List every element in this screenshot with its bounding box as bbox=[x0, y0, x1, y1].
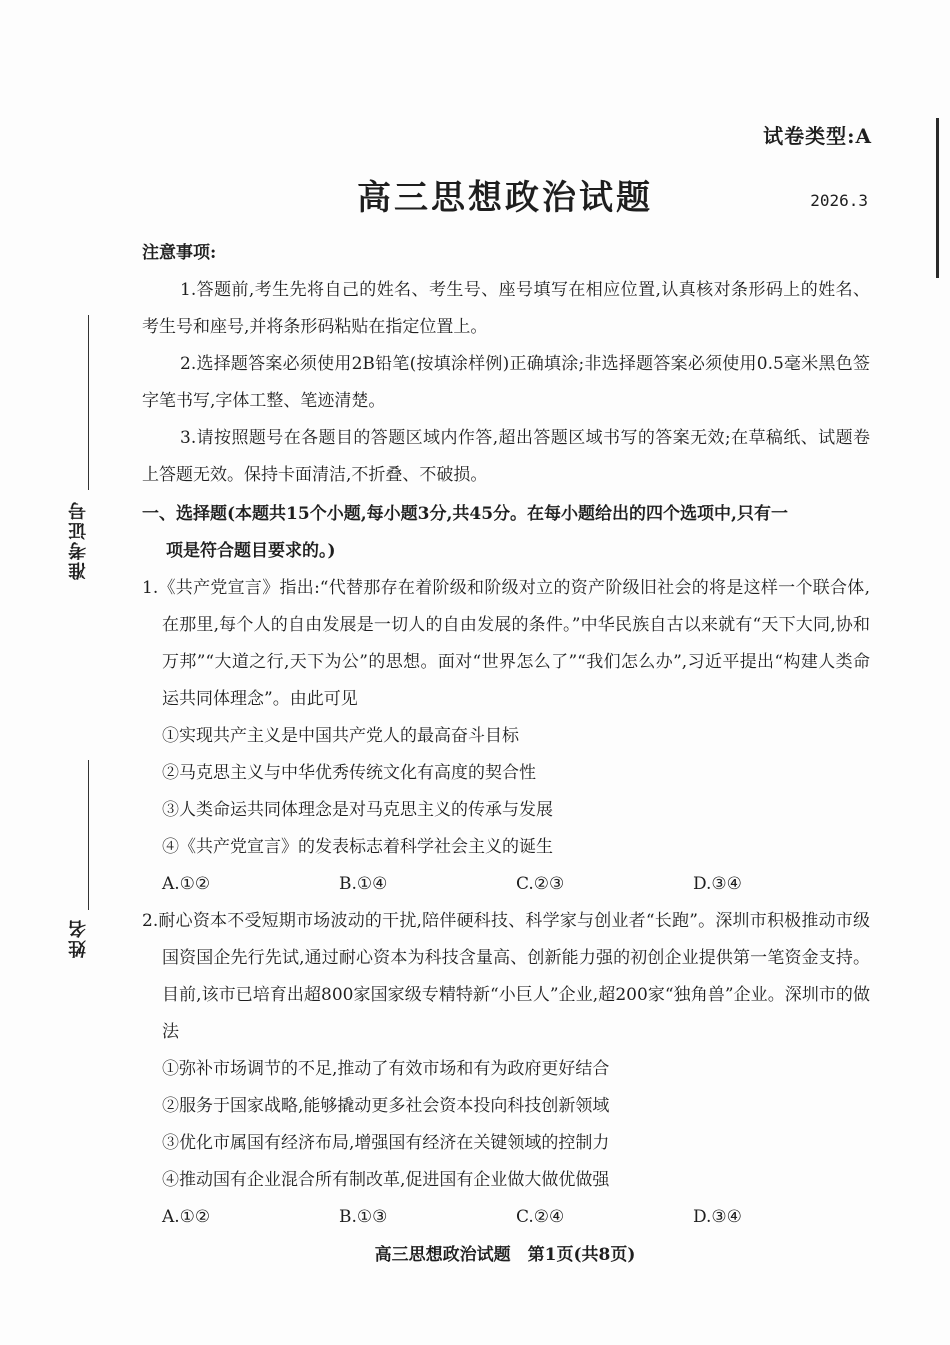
choice-c: C.②④ bbox=[516, 1207, 565, 1227]
notes-list bbox=[142, 272, 870, 494]
page-title: 高三思想政治试题 bbox=[357, 178, 653, 218]
question-stem: 2.耐心资本不受短期市场波动的干扰,陪伴硬科技、科学家与创业者“长跑”。深圳市积极推动市级国资国企先行先试,通过耐心资本为科技含量高、创新能力强的初创企业提供第一笔资金支持。目前,该市已培育出超800家国家级专精特新“小巨人”企业,超200家“独角兽”企业。深圳市的做法 bbox=[142, 911, 870, 1042]
statement-option: ③人类命运共同体理念是对马克思主义的传承与发展 bbox=[162, 800, 553, 820]
statement-option: ①实现共产主义是中国共产党人的最高奋斗目标 bbox=[162, 726, 519, 746]
answer-choices bbox=[142, 1199, 870, 1236]
choice-c: C.②③ bbox=[516, 874, 565, 894]
note-item: 1.答题前,考生先将自己的姓名、考生号、座号填写在相应位置,认真核对条形码上的姓名、考生号和座号,并将条形码粘贴在指定位置上。 bbox=[142, 280, 870, 337]
exam-id-write-line bbox=[88, 315, 89, 490]
exam-id-label: 准考证号 bbox=[68, 500, 89, 580]
statement-option: ②服务于国家战略,能够撬动更多社会资本投向科技创新领域 bbox=[162, 1096, 610, 1116]
name-label: 姓名 bbox=[68, 918, 89, 958]
choice-d: D.③④ bbox=[693, 1207, 742, 1227]
notes-title: 注意事项: bbox=[142, 243, 217, 263]
note-item: 2.选择题答案必须使用2B铅笔(按填涂样例)正确填涂;非选择题答案必须使用0.5毫米黑色签字笔书写,字体工整、笔迹清楚。 bbox=[142, 354, 870, 411]
section-title-line1: 一、选择题(本题共15个小题,每小题3分,共45分。在每小题给出的四个选项中,只有一 bbox=[142, 504, 788, 524]
statement-option: ②马克思主义与中华优秀传统文化有高度的契合性 bbox=[162, 763, 536, 783]
paper-type-label: 试卷类型:A bbox=[763, 124, 872, 148]
choice-b: B.①③ bbox=[339, 1207, 388, 1227]
statement-option: ③优化市属国有经济布局,增强国有经济在关键领域的控制力 bbox=[162, 1133, 610, 1153]
exam-date: 2026.3 bbox=[810, 191, 868, 210]
statement-option: ④推动国有企业混合所有制改革,促进国有企业做大做优做强 bbox=[162, 1170, 610, 1190]
name-write-line bbox=[88, 760, 89, 910]
answer-choices bbox=[142, 866, 870, 903]
choice-a: A.①② bbox=[162, 1207, 211, 1227]
page-footer: 高三思想政治试题 第1页(共8页) bbox=[374, 1245, 636, 1265]
question-stem: 1.《共产党宣言》指出:“代替那存在着阶级和阶级对立的资产阶级旧社会的将是这样一个联合体,在那里,每个人的自由发展是一切人的自由发展的条件。”中华民族自古以来就有“天下大同,协和万邦”“大道之行,天下为公”的思想。面对“世界怎么了”“我们怎么办”,习近平提出“构建人类命运共同体理念”。由此可见 bbox=[142, 578, 870, 709]
question-1 bbox=[142, 570, 870, 903]
note-item: 3.请按照题号在各题目的答题区域内作答,超出答题区域书写的答案无效;在草稿纸、试题卷上答题无效。保持卡面清洁,不折叠、不破损。 bbox=[142, 428, 870, 485]
section-title bbox=[142, 496, 870, 570]
statement-option: ①弥补市场调节的不足,推动了有效市场和有为政府更好结合 bbox=[162, 1059, 610, 1079]
choice-d: D.③④ bbox=[693, 874, 742, 894]
choice-a: A.①② bbox=[162, 874, 211, 894]
section-title-line2: 项是符合题目要求的。) bbox=[166, 541, 336, 561]
statement-option: ④《共产党宣言》的发表标志着科学社会主义的诞生 bbox=[162, 837, 553, 857]
question-2 bbox=[142, 903, 870, 1236]
choice-b: B.①④ bbox=[339, 874, 388, 894]
